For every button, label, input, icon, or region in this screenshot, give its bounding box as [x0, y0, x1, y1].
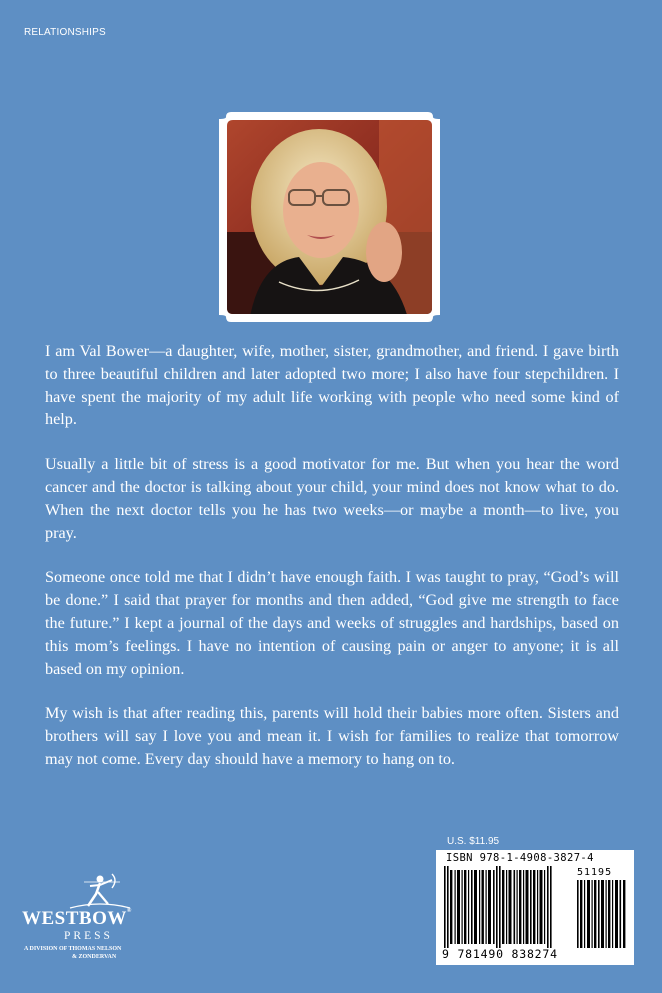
- blurb-paragraph: Someone once told me that I didn’t have enough faith. I was taught to pray, “God’s will be done.” I said that prayer for months and then added, “God give me strength to face the future.” I kept a journal of the days and weeks of struggles and hardships, based on this mom’s feelings. I have no intention of causing pain or anger to anyone; it is all based on my opinion.: [45, 568, 619, 678]
- publisher-name-text: WESTBOW: [22, 908, 127, 929]
- blurb-text: [45, 340, 619, 793]
- publisher-division-line1: A DIVISION OF THOMAS NELSON: [24, 946, 122, 952]
- publisher-division-line2: & ZONDERVAN: [72, 954, 117, 960]
- publisher-press: PRESS: [64, 930, 113, 942]
- price-label: U.S. $11.95: [447, 836, 500, 847]
- category-label: RELATIONSHIPS: [24, 27, 106, 38]
- publisher-name: WESTBOW®: [22, 908, 132, 929]
- barcode: [436, 850, 634, 965]
- blurb-paragraph: I am Val Bower—a daughter, wife, mother, sister, grandmother, and friend. I gave birth to three beautiful children and later adopted two more; I also have four stepchildren. I have spent the majority of my adult life working with people who need some kind of help.: [45, 342, 619, 429]
- barcode-digits: 9 781490 838274: [442, 947, 558, 961]
- publisher-logo: [22, 872, 172, 972]
- isbn-number: ISBN 978-1-4908-3827-4: [446, 852, 594, 864]
- blurb-paragraph: Usually a little bit of stress is a good motivator for me. But when you hear the word cancer and the doctor is talking about your child, your mind does not know what to do. When the next doctor tells you he has two weeks—or maybe a month—to live, you pray.: [45, 455, 619, 542]
- archer-icon: [60, 872, 140, 912]
- barcode-addon-digits: 51195: [577, 867, 613, 878]
- blurb-paragraph: My wish is that after reading this, parents will hold their babies more often. Sisters and brothers will say I love you and mean it. I wish for families to realize that tomorrow may not come. Every day should have a memory to hang on to.: [45, 704, 619, 768]
- author-photo: [219, 112, 440, 322]
